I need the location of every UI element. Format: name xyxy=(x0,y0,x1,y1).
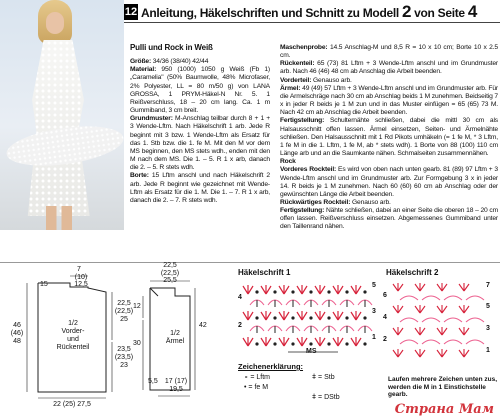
paragraph-text: 65 (73) 81 Lftm + 3 Wende-Lftm anschl und im Grundmuster arb. Nach 46 (46) 48 cm ab Anschlag die Arbeit beenden. xyxy=(280,60,498,76)
fan-stitch-mark xyxy=(415,349,425,357)
photo-face xyxy=(46,12,64,34)
fan-stitch-mark xyxy=(459,327,469,335)
fan-stitch-mark xyxy=(297,285,307,294)
chart1-row-5: 5 xyxy=(372,282,376,289)
fan-stitch-mark xyxy=(393,305,403,313)
chain-arc-mark xyxy=(400,296,418,300)
chart-note: Laufen mehrere Zeichen unten zus, werden die M in 1 Einstichstelle gearb. xyxy=(388,376,498,398)
fan-stitch-mark xyxy=(393,349,403,357)
legend-item-stb xyxy=(312,374,335,382)
paragraph-label: Rock xyxy=(280,158,296,166)
page-badge: 12 xyxy=(124,6,138,18)
chart1-row-2: 2 xyxy=(238,322,242,329)
legend-item-lftm xyxy=(244,374,270,382)
paragraph-text: M-Anschlag teilbar durch 8 + 1 + 3 Wende-Lftm. Nach Häkelschrift 1 arb. Jede R beginnt mit 3 bzw. 1 Wende-Lftm als Ersatz für das 1. Stb bzw. die 1. fe M. Mit den M vor dem MS beginnen, den MS stets wdh., enden mit den M nach dem MS. Die 1. – 5. R 1 x arb, danach die 2. – 5. R stets wdh. xyxy=(130,115,270,172)
fan-stitch-mark xyxy=(415,283,425,291)
single-crochet-mark xyxy=(363,290,366,293)
fan-stitch-mark xyxy=(279,337,289,346)
body-label-2: Vorder- xyxy=(61,328,85,335)
fan-stitch-mark xyxy=(297,311,307,320)
fan-stitch-mark xyxy=(459,349,469,357)
sleeve-edge-label: 5,5 xyxy=(148,378,158,385)
paragraph-text: Genauso arb. xyxy=(311,76,352,84)
chain-arc-mark xyxy=(422,296,440,300)
fan-stitch-mark xyxy=(315,285,325,294)
left-paragraph xyxy=(130,115,270,172)
lower-1: 23,5 xyxy=(117,346,131,353)
single-crochet-mark xyxy=(327,290,330,293)
paragraph-label: Vorderteil: xyxy=(280,76,312,84)
left-text-column xyxy=(130,44,270,205)
sleeve-cuff-label xyxy=(158,378,194,393)
single-crochet-mark xyxy=(273,316,276,319)
sleeve-piece-label xyxy=(160,330,190,346)
fan-stitch-mark xyxy=(459,283,469,291)
right-paragraph xyxy=(280,166,498,199)
paragraph-label: Rückenteil: xyxy=(280,60,315,68)
single-crochet-mark xyxy=(291,316,294,319)
fan-stitch-mark xyxy=(279,285,289,294)
chart2-row-7: 7 xyxy=(486,282,490,289)
fan-stitch-mark xyxy=(393,283,403,291)
section-divider xyxy=(0,262,500,263)
paragraph-text: 15 Lftm anschl und nach Häkelschrift 2 arb. Jede R beginnt wie gezeichnet mit Wende-Lftm als Ersatz für die 1. M. Die 1. – 7. R 1 x arb, danach die 2. – 7. R stets wdh. xyxy=(130,172,270,204)
paragraph-text: Schulternähte schließen, dabei die mittl 30 cm als Halsausschnitt offen lassen. Ärmel einsetzen, Seiten- und Ärmelnähte schließen. Den Halsausschnitt mit 1 Rd Pikots umhäkeln (= 1 fe M, * 3 Lftm, 1 fe M in die 1. Lftm, 1 fe M, ab * stets wdh). 1 Borte von 88 (100) 110 cm Länge arb und an die Saumkante nähen. Schmalseiten zusammennähen. xyxy=(280,117,498,158)
single-crochet-mark xyxy=(327,342,330,345)
left-paragraphs xyxy=(130,58,270,205)
sleeve-top-3: 25,5 xyxy=(163,277,177,284)
right-paragraph xyxy=(280,117,498,158)
title-model-no: 2 xyxy=(401,2,412,21)
fan-stitch-mark xyxy=(393,327,403,335)
single-crochet-mark xyxy=(363,342,366,345)
single-crochet-mark xyxy=(255,316,258,319)
chain-arc-mark xyxy=(422,340,440,344)
sleeve-label-1: 1/2 xyxy=(170,330,180,337)
body-length-label xyxy=(8,322,26,346)
chart1-title: Häkelschrift 1 xyxy=(238,268,291,277)
paragraph-label: Fertigstellung: xyxy=(280,117,325,125)
chart2-row-2: 2 xyxy=(383,336,387,343)
crochet-chart-2 xyxy=(380,278,498,362)
legend-text-dstb: = DStb xyxy=(318,394,340,401)
left-paragraph xyxy=(130,58,270,66)
paragraph-label: Fertigstellung: xyxy=(280,207,325,215)
sleeve-label-2: Ärmel xyxy=(165,338,185,345)
lower-2: (23,5) xyxy=(114,354,134,361)
paragraph-label: Größe: xyxy=(130,58,152,66)
neck-width-label xyxy=(64,266,94,274)
section-heading: Pulli und Rock in Weiß xyxy=(130,43,213,52)
fan-stitch-mark xyxy=(351,311,361,320)
chain-arc-mark xyxy=(466,296,484,300)
fan-stitch-mark xyxy=(243,337,253,346)
paragraph-text: Nähte schließen, dabei an einer Seite die oberen 18 – 20 cm offen lassen. Reißverschluss einsetzen. Abgemessenes Gummiband unter den Taillenrand nähen. xyxy=(280,207,498,231)
fan-stitch-mark xyxy=(351,285,361,294)
chart2-row-1: 1 xyxy=(486,347,490,354)
neck-depth-label: 15 xyxy=(40,281,48,288)
sleeve-cap-label: 12 xyxy=(133,303,141,310)
fan-stitch-mark xyxy=(415,327,425,335)
neck-w-1: 7 xyxy=(77,266,81,273)
legend-title: Zeichenerklärung: xyxy=(238,362,304,371)
paragraph-label: Maschenprobe: xyxy=(280,44,328,51)
paragraph-label: Grundmuster: xyxy=(130,115,173,123)
paragraph-text: Es wird von oben nach unten gearb. 81 (89) 97 Lftm + 3 Wende-Lftm anschl und im Grundmuster arb. Zur Formgebung 3 x in jeder 14. R beids je 1 M zunehmen. Nach 60 (60) 60 cm ab Anschlag oder der gewünschten Länge die Arbeit beenden. xyxy=(280,166,498,198)
chart1-row-3: 3 xyxy=(372,308,376,315)
left-paragraph xyxy=(130,66,270,115)
fan-stitch-mark xyxy=(333,285,343,294)
sleeve-arm-label: 30 xyxy=(133,340,141,347)
paragraph-text: Genauso arb. xyxy=(350,198,391,206)
lower-body-label xyxy=(112,346,136,370)
treble-crochet-icon: ǂ xyxy=(312,394,317,401)
fan-stitch-mark xyxy=(243,285,253,294)
cuff-1: 17 (17) xyxy=(164,378,188,385)
fan-stitch-mark xyxy=(333,337,343,346)
single-crochet-icon: • xyxy=(244,384,247,391)
single-crochet-mark xyxy=(273,290,276,293)
paragraph-label: Material: xyxy=(130,66,157,74)
fan-stitch-mark xyxy=(437,327,447,335)
single-crochet-mark xyxy=(291,290,294,293)
single-crochet-mark xyxy=(255,290,258,293)
right-text-column xyxy=(280,44,498,232)
chart2-row-3: 3 xyxy=(486,325,490,332)
right-paragraph xyxy=(280,85,498,118)
fan-stitch-mark xyxy=(315,311,325,320)
chart2-row-4: 4 xyxy=(383,314,387,321)
crochet-chart-1 xyxy=(236,278,380,356)
sleeve-top-2: (22,5) xyxy=(160,269,180,277)
chain-arc-mark xyxy=(444,340,462,344)
body-label-3: und xyxy=(67,336,79,343)
chart1-ms-label: MS xyxy=(306,348,317,355)
single-crochet-mark xyxy=(345,316,348,319)
single-crochet-mark xyxy=(327,316,330,319)
title-pre: Anleitung, Häkelschriften und Schnitt zu Modell xyxy=(141,6,402,20)
body-width-label: 22 (25) 27,5 xyxy=(53,401,91,408)
paragraph-text: 14.5 Anschlag-M und 8,5 R = 10 x 10 cm; Borte 10 x 2.5 cm. xyxy=(280,44,498,60)
legend-item-fem xyxy=(244,384,268,392)
model-photo xyxy=(0,0,124,230)
right-paragraph xyxy=(280,158,498,166)
fan-stitch-mark xyxy=(437,349,447,357)
title-page-no: 4 xyxy=(467,2,477,21)
fan-stitch-mark xyxy=(243,311,253,320)
paragraph-text: 34/36 (38/40) 42/44 xyxy=(151,58,209,66)
chain-arc-mark xyxy=(422,318,440,322)
fan-stitch-mark xyxy=(437,283,447,291)
body-h-2: (46) xyxy=(10,330,24,337)
paragraph-label: Borte: xyxy=(130,172,149,180)
shoulder-1: 22,5 xyxy=(117,300,131,307)
right-paragraphs xyxy=(280,44,498,232)
sleeve-length-label: 42 xyxy=(199,322,207,329)
paragraph-label: Ärmel: xyxy=(280,84,301,92)
paragraph-label: Rückwärtiges Rockteil: xyxy=(280,198,351,206)
single-crochet-mark xyxy=(291,342,294,345)
body-label-4: Rückenteil xyxy=(56,344,90,351)
page-title xyxy=(141,2,477,22)
paragraph-label: Vorderes Rockteil: xyxy=(280,166,337,174)
neck-w-2: (10) xyxy=(74,274,88,281)
chain-arc-mark xyxy=(400,340,418,344)
fan-stitch-mark xyxy=(279,311,289,320)
shoulder-3: 25 xyxy=(120,316,128,323)
sleeve-top-1: 22,5 xyxy=(163,262,177,269)
right-paragraph xyxy=(280,207,498,231)
chart2-title: Häkelschrift 2 xyxy=(386,268,439,277)
photo-legs xyxy=(46,206,72,230)
double-crochet-icon: ǂ xyxy=(312,374,317,381)
right-paragraph xyxy=(280,44,498,60)
chain-arc-mark xyxy=(400,318,418,322)
right-paragraph xyxy=(280,60,498,76)
chain-stitch-icon: ∘ xyxy=(244,374,249,381)
body-piece-label xyxy=(50,320,96,352)
right-paragraph xyxy=(280,199,498,207)
single-crochet-mark xyxy=(345,342,348,345)
photo-scarf xyxy=(4,120,124,172)
legend-text-lftm: = Lftm xyxy=(250,374,270,381)
chain-arc-mark xyxy=(466,340,484,344)
paragraph-text: 49 (49) 57 Lftm + 3 Wende-Lftm anschl und im Grundmuster arb. Für die Armelschräge nach 30 cm ab Anschlag beids 1 M zunehmen. Beidseitig 7 x in jeder R beids je 1 M zun und in das Muster einfügen = 65 (65) 73 M. Nach 42 cm ab Anschlag die Arbeit beenden. xyxy=(280,84,498,117)
cuff-2: 19,5 xyxy=(169,385,183,393)
single-crochet-mark xyxy=(363,316,366,319)
shoulder-2: (22,5) xyxy=(114,308,134,315)
body-label-1: 1/2 xyxy=(68,320,78,327)
fan-stitch-mark xyxy=(315,337,325,346)
fan-stitch-mark xyxy=(415,305,425,313)
single-crochet-mark xyxy=(309,342,312,345)
fan-stitch-mark xyxy=(261,311,271,320)
single-crochet-mark xyxy=(345,290,348,293)
fan-stitch-mark xyxy=(297,337,307,346)
fan-stitch-mark xyxy=(261,285,271,294)
fan-stitch-mark xyxy=(333,311,343,320)
neck-w-3: 12,5 xyxy=(74,281,88,288)
single-crochet-mark xyxy=(255,342,258,345)
sleeve-top-label xyxy=(150,262,190,285)
single-crochet-mark xyxy=(273,342,276,345)
chart2-row-5: 5 xyxy=(486,303,490,310)
chart1-row-1: 1 xyxy=(372,334,376,341)
chart2-row-6: 6 xyxy=(383,292,387,299)
single-crochet-mark xyxy=(309,290,312,293)
fan-stitch-mark xyxy=(261,337,271,346)
fan-stitch-mark xyxy=(437,305,447,313)
single-crochet-mark xyxy=(309,316,312,319)
left-paragraph xyxy=(130,172,270,205)
watermark-logo: Страна Мам xyxy=(394,402,494,417)
fan-stitch-mark xyxy=(351,337,361,346)
lower-3: 23 xyxy=(120,362,128,369)
right-paragraph xyxy=(280,77,498,85)
title-post: von Seite xyxy=(411,6,468,20)
chain-arc-mark xyxy=(444,296,462,300)
body-h-3: 48 xyxy=(13,338,21,345)
header-rule xyxy=(124,22,500,23)
chart1-row-4: 4 xyxy=(238,294,242,301)
chain-arc-mark xyxy=(466,318,484,322)
legend-text-fem: = fe M xyxy=(248,384,269,391)
chain-arc-mark xyxy=(444,318,462,322)
neck-width-label-2 xyxy=(66,274,96,288)
body-h-1: 46 xyxy=(13,322,21,329)
legend-text-stb: = Stb xyxy=(318,374,335,381)
paragraph-text: 950 (1000) 1050 g Weiß (Fb 1) „Caramelia" (50% Baumwolle, 48% Microfaser, 2% Polyester, LL = 80 m/50 g) von LANA GROSSA, 1 PRYM-Häkel-N Nr. 5. 1 Reißverschluss, 18 – 20 cm lang. Ca. 1 m Gummiband, 3 cm breit. xyxy=(130,66,270,115)
legend-item-dstb xyxy=(312,394,340,402)
fan-stitch-mark xyxy=(459,305,469,313)
